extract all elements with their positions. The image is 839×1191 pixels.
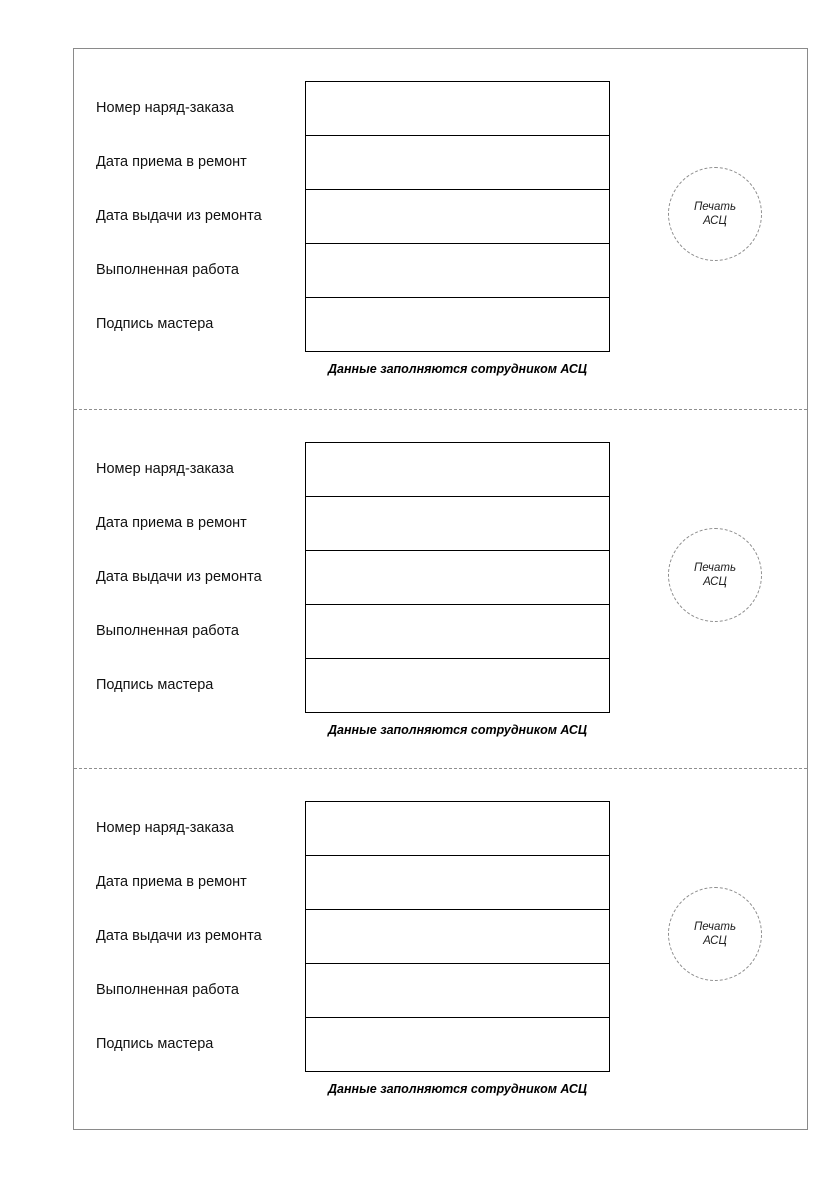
date-received-field[interactable]: [306, 856, 609, 910]
stamp-line-1: Печать: [693, 921, 737, 933]
date-received-field[interactable]: [306, 497, 609, 551]
label-date-received: Дата приема в ремонт: [96, 154, 247, 170]
work-done-field[interactable]: [306, 605, 609, 659]
field-labels: [96, 442, 306, 712]
stamp-line-2: АСЦ: [703, 935, 727, 947]
repair-coupon-section-2: [74, 410, 807, 769]
date-returned-field[interactable]: [306, 910, 609, 964]
label-order-number: Номер наряд-заказа: [96, 100, 234, 116]
label-master-signature: Подпись мастера: [96, 316, 214, 332]
label-work-done: Выполненная работа: [96, 982, 239, 998]
field-labels: [96, 801, 306, 1071]
filled-by-note: Данные заполняются сотрудником АСЦ: [328, 362, 587, 376]
field-boxes: [305, 81, 610, 352]
order-number-field[interactable]: [306, 443, 609, 497]
field-boxes: [305, 801, 610, 1072]
repair-coupon-section-1: [74, 49, 807, 408]
stamp-placeholder: [668, 887, 762, 981]
field-labels: [96, 81, 306, 351]
master-signature-field[interactable]: [306, 298, 609, 351]
work-done-field[interactable]: [306, 964, 609, 1018]
repair-coupon-sheet: [73, 48, 808, 1130]
field-boxes: [305, 442, 610, 713]
date-received-field[interactable]: [306, 136, 609, 190]
stamp-line-2: АСЦ: [703, 576, 727, 588]
master-signature-field[interactable]: [306, 1018, 609, 1071]
label-master-signature: Подпись мастера: [96, 677, 214, 693]
stamp-placeholder: [668, 528, 762, 622]
filled-by-note: Данные заполняются сотрудником АСЦ: [328, 1082, 587, 1096]
date-returned-field[interactable]: [306, 551, 609, 605]
repair-coupon-section-3: [74, 769, 807, 1128]
label-date-returned: Дата выдачи из ремонта: [96, 569, 262, 585]
label-order-number: Номер наряд-заказа: [96, 461, 234, 477]
label-date-received: Дата приема в ремонт: [96, 874, 247, 890]
label-date-returned: Дата выдачи из ремонта: [96, 208, 262, 224]
date-returned-field[interactable]: [306, 190, 609, 244]
stamp-placeholder: [668, 167, 762, 261]
label-date-returned: Дата выдачи из ремонта: [96, 928, 262, 944]
master-signature-field[interactable]: [306, 659, 609, 712]
stamp-line-1: Печать: [693, 562, 737, 574]
label-master-signature: Подпись мастера: [96, 1036, 214, 1052]
filled-by-note: Данные заполняются сотрудником АСЦ: [328, 723, 587, 737]
stamp-line-1: Печать: [693, 201, 737, 213]
label-work-done: Выполненная работа: [96, 262, 239, 278]
label-work-done: Выполненная работа: [96, 623, 239, 639]
stamp-line-2: АСЦ: [703, 215, 727, 227]
label-order-number: Номер наряд-заказа: [96, 820, 234, 836]
label-date-received: Дата приема в ремонт: [96, 515, 247, 531]
work-done-field[interactable]: [306, 244, 609, 298]
order-number-field[interactable]: [306, 82, 609, 136]
order-number-field[interactable]: [306, 802, 609, 856]
